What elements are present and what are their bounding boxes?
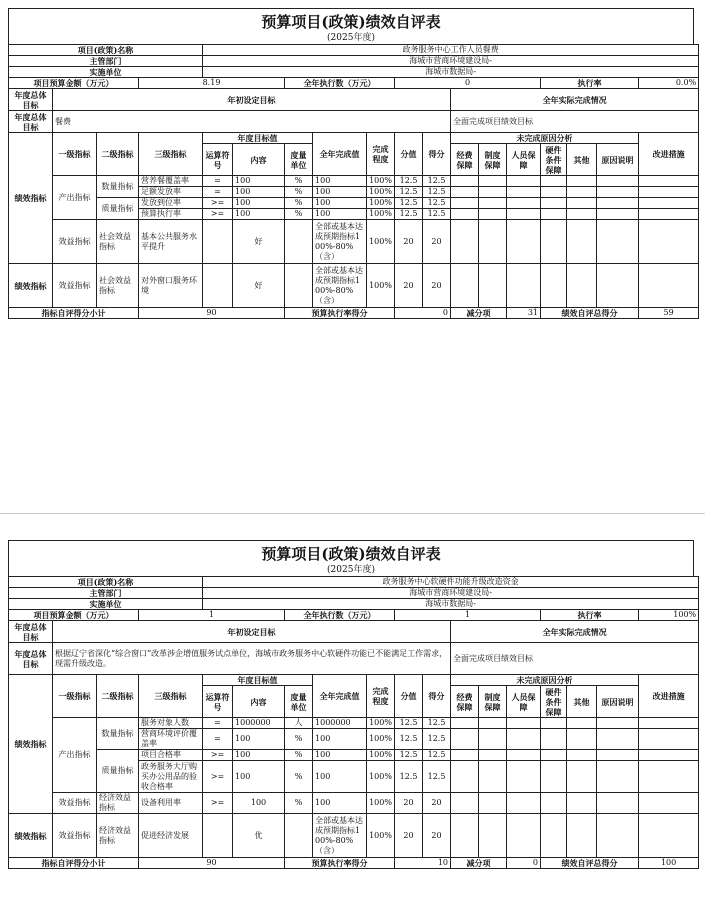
score-value: 12.5 bbox=[395, 761, 423, 793]
reason-note-header: 原因说明 bbox=[597, 144, 639, 176]
reason-other bbox=[567, 264, 597, 308]
form-year: (2025年度) bbox=[327, 33, 375, 43]
reason-system bbox=[479, 718, 507, 729]
target-content: 100 bbox=[233, 729, 285, 750]
score: 12.5 bbox=[423, 761, 451, 793]
reason-system bbox=[479, 187, 507, 198]
indicator-name: 预算执行率 bbox=[139, 209, 203, 220]
improvement bbox=[639, 729, 699, 750]
completion-degree: 100% bbox=[367, 198, 395, 209]
reason-funding-header: 经费保障 bbox=[451, 144, 479, 176]
operator: >= bbox=[203, 198, 233, 209]
unit: % bbox=[285, 793, 313, 814]
reason-funding-header: 经费保障 bbox=[451, 686, 479, 718]
actual-header: 全年实际完成情况 bbox=[451, 621, 699, 643]
project-name-value: 政务服务中心软硬件功能升级改造资金 bbox=[203, 577, 699, 588]
full-header: 全年完成值 bbox=[313, 675, 367, 718]
completion-degree: 100% bbox=[367, 264, 395, 308]
operator: = bbox=[203, 176, 233, 187]
reason-note bbox=[597, 793, 639, 814]
reason-note bbox=[597, 264, 639, 308]
reason-note bbox=[597, 814, 639, 858]
evaluation-table bbox=[8, 576, 699, 869]
reason-hardware bbox=[541, 187, 567, 198]
exec-rate-value: 100% bbox=[639, 610, 699, 621]
reason-other bbox=[567, 729, 597, 750]
target-content: 优 bbox=[233, 814, 285, 858]
subtotal-value: 90 bbox=[139, 308, 285, 319]
annual-exec-label: 全年执行数（万元） bbox=[285, 78, 395, 89]
reason-note bbox=[597, 729, 639, 750]
reason-staff bbox=[507, 176, 541, 187]
score-value: 20 bbox=[395, 793, 423, 814]
reason-other-header: 其他 bbox=[567, 686, 597, 718]
reason-other bbox=[567, 793, 597, 814]
reason-funding bbox=[451, 729, 479, 750]
exec-score-value: 0 bbox=[395, 308, 451, 319]
reason-funding bbox=[451, 198, 479, 209]
annual-goal-label: 年度总体目标 bbox=[9, 89, 53, 111]
reason-staff bbox=[507, 814, 541, 858]
improve-header: 改进措施 bbox=[639, 133, 699, 176]
score-value: 12.5 bbox=[395, 209, 423, 220]
perf-label: 绩效指标 bbox=[9, 133, 53, 264]
reason-funding bbox=[451, 750, 479, 761]
exec-rate-label: 执行率 bbox=[541, 610, 639, 621]
lv1-header: 一级指标 bbox=[53, 675, 97, 718]
impl-value: 海城市数据局- bbox=[203, 599, 699, 610]
target-content: 100 bbox=[233, 198, 285, 209]
unit: % bbox=[285, 761, 313, 793]
actual-header: 全年实际完成情况 bbox=[451, 89, 699, 111]
deduct-label: 减分项 bbox=[451, 858, 507, 869]
reason-staff bbox=[507, 729, 541, 750]
reason-funding bbox=[451, 220, 479, 264]
reason-funding bbox=[451, 264, 479, 308]
reason-other bbox=[567, 187, 597, 198]
exec-score-label: 预算执行率得分 bbox=[285, 308, 395, 319]
lv3-header: 三级指标 bbox=[139, 675, 203, 718]
full-year-value: 100 bbox=[313, 187, 367, 198]
unit: 人 bbox=[285, 718, 313, 729]
reason-hardware bbox=[541, 264, 567, 308]
full-year-value: 100 bbox=[313, 176, 367, 187]
content-header: 内容 bbox=[233, 686, 285, 718]
subtotal-label: 指标自评得分小计 bbox=[9, 858, 139, 869]
dept-label: 主管部门 bbox=[9, 588, 203, 599]
output-indicator: 产出指标 bbox=[53, 718, 97, 793]
score-value: 20 bbox=[395, 220, 423, 264]
target-content: 100 bbox=[233, 750, 285, 761]
lv2-header: 二级指标 bbox=[97, 133, 139, 176]
unit: % bbox=[285, 176, 313, 187]
benefit-sub-indicator: 经济效益指标 bbox=[97, 793, 139, 814]
completion-degree: 100% bbox=[367, 750, 395, 761]
reason-other bbox=[567, 198, 597, 209]
operator bbox=[203, 814, 233, 858]
indicator-name: 营商环境评价覆盖率 bbox=[139, 729, 203, 750]
score: 12.5 bbox=[423, 209, 451, 220]
improvement bbox=[639, 176, 699, 187]
deduct-value: 0 bbox=[507, 858, 541, 869]
annual-goal-label: 年度总体目标 bbox=[9, 621, 53, 643]
reason-note bbox=[597, 198, 639, 209]
score-value: 12.5 bbox=[395, 729, 423, 750]
score-value: 12.5 bbox=[395, 718, 423, 729]
lv2-header: 二级指标 bbox=[97, 675, 139, 718]
target-content: 100 bbox=[233, 187, 285, 198]
target-content: 100 bbox=[233, 793, 285, 814]
perf-label-2: 绩效指标 bbox=[9, 814, 53, 858]
improvement bbox=[639, 750, 699, 761]
reason-staff bbox=[507, 187, 541, 198]
target-content: 好 bbox=[233, 264, 285, 308]
reason-system-header: 制度保障 bbox=[479, 686, 507, 718]
budget-label: 项目预算金额（万元） bbox=[9, 78, 139, 89]
score-val-header: 分值 bbox=[395, 675, 423, 718]
deduct-value: 31 bbox=[507, 308, 541, 319]
unit bbox=[285, 814, 313, 858]
reason-note bbox=[597, 209, 639, 220]
full-year-value: 100 bbox=[313, 761, 367, 793]
score: 12.5 bbox=[423, 718, 451, 729]
page-divider bbox=[0, 513, 705, 514]
reason-other bbox=[567, 220, 597, 264]
reason-hardware bbox=[541, 198, 567, 209]
budget-value: 1 bbox=[139, 610, 285, 621]
improve-header: 改进措施 bbox=[639, 675, 699, 718]
score: 12.5 bbox=[423, 729, 451, 750]
reason-funding bbox=[451, 187, 479, 198]
unit: % bbox=[285, 198, 313, 209]
evaluation-form-1 bbox=[8, 8, 697, 319]
score: 12.5 bbox=[423, 176, 451, 187]
reason-system bbox=[479, 793, 507, 814]
reason-note bbox=[597, 718, 639, 729]
benefit-sub-indicator-2: 经济效益指标 bbox=[97, 814, 139, 858]
annual-exec-label: 全年执行数（万元） bbox=[285, 610, 395, 621]
reason-system bbox=[479, 264, 507, 308]
completion-degree: 100% bbox=[367, 718, 395, 729]
annual-goal-label-2: 年度总体目标 bbox=[9, 643, 53, 675]
evaluation-table bbox=[8, 44, 699, 319]
reason-other-header: 其他 bbox=[567, 144, 597, 176]
annual-exec-value: 1 bbox=[395, 610, 541, 621]
reason-staff bbox=[507, 718, 541, 729]
indicator-name: 发放到位率 bbox=[139, 198, 203, 209]
form-title: 预算项目(政策)绩效自评表 bbox=[261, 545, 441, 563]
score-val-header: 分值 bbox=[395, 133, 423, 176]
annual-goal-text: 根据辽宁省深化“综合窗口”改革涉企增值服务试点单位，海城市政务服务中心软硬件功能已不能满足工作需求，现需升级改造。 bbox=[53, 643, 451, 675]
full-year-value: 100 bbox=[313, 729, 367, 750]
reason-other bbox=[567, 176, 597, 187]
reason-hardware bbox=[541, 176, 567, 187]
reason-funding bbox=[451, 176, 479, 187]
annual-exec-value: 0 bbox=[395, 78, 541, 89]
lv3-header: 三级指标 bbox=[139, 133, 203, 176]
quantity-indicator: 数量指标 bbox=[97, 718, 139, 750]
full-year-value: 全部或基本达成预期指标100%-80%（含） bbox=[313, 814, 367, 858]
reason-system bbox=[479, 198, 507, 209]
completion-degree: 100% bbox=[367, 176, 395, 187]
reason-hardware bbox=[541, 718, 567, 729]
benefit-sub-indicator: 社会效益指标 bbox=[97, 220, 139, 264]
improvement bbox=[639, 718, 699, 729]
reason-note bbox=[597, 761, 639, 793]
full-year-value: 100 bbox=[313, 198, 367, 209]
target-content: 100 bbox=[233, 209, 285, 220]
form-title: 预算项目(政策)绩效自评表 bbox=[261, 13, 441, 31]
subtotal-label: 指标自评得分小计 bbox=[9, 308, 139, 319]
impl-label: 实施单位 bbox=[9, 599, 203, 610]
annual-goal-label-2: 年度总体目标 bbox=[9, 111, 53, 133]
completion-degree: 100% bbox=[367, 729, 395, 750]
reason-staff bbox=[507, 793, 541, 814]
operator bbox=[203, 220, 233, 264]
operator bbox=[203, 264, 233, 308]
benefit-indicator-2: 效益指标 bbox=[53, 814, 97, 858]
reason-note-header: 原因说明 bbox=[597, 686, 639, 718]
reason-other bbox=[567, 814, 597, 858]
reason-other bbox=[567, 718, 597, 729]
reason-staff bbox=[507, 750, 541, 761]
total-value: 59 bbox=[639, 308, 699, 319]
target-content: 100 bbox=[233, 761, 285, 793]
operator: >= bbox=[203, 750, 233, 761]
output-indicator: 产出指标 bbox=[53, 176, 97, 220]
indicator-name: 设备利用率 bbox=[139, 793, 203, 814]
target-content: 好 bbox=[233, 220, 285, 264]
score: 12.5 bbox=[423, 187, 451, 198]
operator: >= bbox=[203, 761, 233, 793]
budget-label: 项目预算金额（万元） bbox=[9, 610, 139, 621]
full-year-value: 100 bbox=[313, 750, 367, 761]
annual-goal-text: 餐费 bbox=[53, 111, 451, 133]
op-header: 运算符号 bbox=[203, 686, 233, 718]
indicator-name: 基本公共服务水平提升 bbox=[139, 220, 203, 264]
dept-label: 主管部门 bbox=[9, 56, 203, 67]
completion-degree: 100% bbox=[367, 761, 395, 793]
form-title-block bbox=[8, 540, 694, 576]
score: 20 bbox=[423, 264, 451, 308]
score: 12.5 bbox=[423, 750, 451, 761]
indicator-name: 促进经济发展 bbox=[139, 814, 203, 858]
reasons-header: 未完成原因分析 bbox=[451, 133, 639, 144]
reason-hardware bbox=[541, 209, 567, 220]
reason-funding bbox=[451, 718, 479, 729]
reason-staff-header: 人员保障 bbox=[507, 686, 541, 718]
reason-hardware bbox=[541, 793, 567, 814]
indicator-name: 项目合格率 bbox=[139, 750, 203, 761]
reason-hardware bbox=[541, 220, 567, 264]
improvement bbox=[639, 198, 699, 209]
exec-score-label: 预算执行率得分 bbox=[285, 858, 395, 869]
init-goal-header: 年初设定目标 bbox=[53, 89, 451, 111]
score-value: 12.5 bbox=[395, 198, 423, 209]
unit: % bbox=[285, 187, 313, 198]
target-content: 100 bbox=[233, 176, 285, 187]
reason-system bbox=[479, 209, 507, 220]
form-year: (2025年度) bbox=[327, 565, 375, 575]
unit: % bbox=[285, 729, 313, 750]
full-year-value: 全部或基本达成预期指标100%-80%（含） bbox=[313, 264, 367, 308]
improvement bbox=[639, 209, 699, 220]
reason-note bbox=[597, 187, 639, 198]
benefit-indicator: 效益指标 bbox=[53, 220, 97, 264]
indicator-name: 足额发放率 bbox=[139, 187, 203, 198]
completion-degree: 100% bbox=[367, 187, 395, 198]
unit: % bbox=[285, 750, 313, 761]
perf-label-2: 绩效指标 bbox=[9, 264, 53, 308]
benefit-sub-indicator-2: 社会效益指标 bbox=[97, 264, 139, 308]
score: 20 bbox=[423, 220, 451, 264]
reason-staff bbox=[507, 220, 541, 264]
quantity-indicator: 数量指标 bbox=[97, 176, 139, 198]
quality-indicator: 质量指标 bbox=[97, 750, 139, 793]
reason-system bbox=[479, 176, 507, 187]
reason-system-header: 制度保障 bbox=[479, 144, 507, 176]
unit-header: 度量单位 bbox=[285, 144, 313, 176]
reason-funding bbox=[451, 814, 479, 858]
dept-value: 海城市营商环境建设局- bbox=[203, 56, 699, 67]
improvement bbox=[639, 814, 699, 858]
degree-header: 完成程度 bbox=[367, 133, 395, 176]
completion-degree: 100% bbox=[367, 814, 395, 858]
score-value: 12.5 bbox=[395, 750, 423, 761]
reason-other bbox=[567, 761, 597, 793]
dept-value: 海城市营商环境建设局- bbox=[203, 588, 699, 599]
reason-note bbox=[597, 220, 639, 264]
reason-hardware-header: 硬件条件保障 bbox=[541, 144, 567, 176]
unit bbox=[285, 264, 313, 308]
score-value: 12.5 bbox=[395, 187, 423, 198]
year-target-header: 年度目标值 bbox=[203, 133, 313, 144]
init-goal-header: 年初设定目标 bbox=[53, 621, 451, 643]
completion-degree: 100% bbox=[367, 209, 395, 220]
subtotal-value: 90 bbox=[139, 858, 285, 869]
reason-hardware bbox=[541, 814, 567, 858]
exec-score-value: 10 bbox=[395, 858, 451, 869]
deduct-label: 减分项 bbox=[451, 308, 507, 319]
reasons-header: 未完成原因分析 bbox=[451, 675, 639, 686]
improvement bbox=[639, 187, 699, 198]
reason-system bbox=[479, 814, 507, 858]
score-value: 20 bbox=[395, 264, 423, 308]
project-name-label: 项目(政策)名称 bbox=[9, 45, 203, 56]
evaluation-form-2 bbox=[8, 540, 697, 869]
reason-system bbox=[479, 750, 507, 761]
exec-rate-label: 执行率 bbox=[541, 78, 639, 89]
exec-rate-value: 0.0% bbox=[639, 78, 699, 89]
indicator-name: 对外窗口服务环境 bbox=[139, 264, 203, 308]
target-content: 1000000 bbox=[233, 718, 285, 729]
reason-staff-header: 人员保障 bbox=[507, 144, 541, 176]
reason-staff bbox=[507, 761, 541, 793]
content-header: 内容 bbox=[233, 144, 285, 176]
reason-staff bbox=[507, 209, 541, 220]
impl-label: 实施单位 bbox=[9, 67, 203, 78]
impl-value: 海城市数据局- bbox=[203, 67, 699, 78]
operator: >= bbox=[203, 209, 233, 220]
full-year-value: 100 bbox=[313, 793, 367, 814]
score: 20 bbox=[423, 793, 451, 814]
score-value: 12.5 bbox=[395, 176, 423, 187]
total-value: 100 bbox=[639, 858, 699, 869]
lv1-header: 一级指标 bbox=[53, 133, 97, 176]
form-title-block bbox=[8, 8, 694, 44]
reason-funding bbox=[451, 793, 479, 814]
unit-header: 度量单位 bbox=[285, 686, 313, 718]
operator: = bbox=[203, 718, 233, 729]
operator: = bbox=[203, 729, 233, 750]
score-value: 20 bbox=[395, 814, 423, 858]
operator: >= bbox=[203, 793, 233, 814]
reason-staff bbox=[507, 264, 541, 308]
unit: % bbox=[285, 209, 313, 220]
project-name-value: 政务服务中心工作人员餐费 bbox=[203, 45, 699, 56]
total-label: 绩效自评总得分 bbox=[541, 308, 639, 319]
reason-other bbox=[567, 209, 597, 220]
budget-value: 8.19 bbox=[139, 78, 285, 89]
unit bbox=[285, 220, 313, 264]
reason-staff bbox=[507, 198, 541, 209]
score-header: 得分 bbox=[423, 133, 451, 176]
actual-text: 全面完成项目绩效目标 bbox=[451, 111, 699, 133]
full-year-value: 1000000 bbox=[313, 718, 367, 729]
improvement bbox=[639, 761, 699, 793]
year-target-header: 年度目标值 bbox=[203, 675, 313, 686]
benefit-indicator: 效益指标 bbox=[53, 793, 97, 814]
reason-system bbox=[479, 220, 507, 264]
improvement bbox=[639, 264, 699, 308]
score: 12.5 bbox=[423, 198, 451, 209]
reason-other bbox=[567, 750, 597, 761]
completion-degree: 100% bbox=[367, 220, 395, 264]
full-header: 全年完成值 bbox=[313, 133, 367, 176]
reason-system bbox=[479, 729, 507, 750]
reason-system bbox=[479, 761, 507, 793]
indicator-name: 服务对象人数 bbox=[139, 718, 203, 729]
total-label: 绩效自评总得分 bbox=[541, 858, 639, 869]
quality-indicator: 质量指标 bbox=[97, 198, 139, 220]
reason-note bbox=[597, 176, 639, 187]
benefit-indicator-2: 效益指标 bbox=[53, 264, 97, 308]
reason-funding bbox=[451, 209, 479, 220]
perf-label: 绩效指标 bbox=[9, 675, 53, 814]
degree-header: 完成程度 bbox=[367, 675, 395, 718]
op-header: 运算符号 bbox=[203, 144, 233, 176]
reason-funding bbox=[451, 761, 479, 793]
reason-hardware-header: 硬件条件保障 bbox=[541, 686, 567, 718]
full-year-value: 100 bbox=[313, 209, 367, 220]
reason-hardware bbox=[541, 761, 567, 793]
reason-hardware bbox=[541, 729, 567, 750]
actual-text: 全面完成项目绩效目标 bbox=[451, 643, 699, 675]
score: 20 bbox=[423, 814, 451, 858]
operator: = bbox=[203, 187, 233, 198]
indicator-name: 政务服务大厅购买办公用品的验收合格率 bbox=[139, 761, 203, 793]
full-year-value: 全部或基本达成预期指标100%-80%（含） bbox=[313, 220, 367, 264]
indicator-name: 营养餐覆盖率 bbox=[139, 176, 203, 187]
reason-note bbox=[597, 750, 639, 761]
completion-degree: 100% bbox=[367, 793, 395, 814]
reason-hardware bbox=[541, 750, 567, 761]
score-header: 得分 bbox=[423, 675, 451, 718]
project-name-label: 项目(政策)名称 bbox=[9, 577, 203, 588]
improvement bbox=[639, 793, 699, 814]
improvement bbox=[639, 220, 699, 264]
